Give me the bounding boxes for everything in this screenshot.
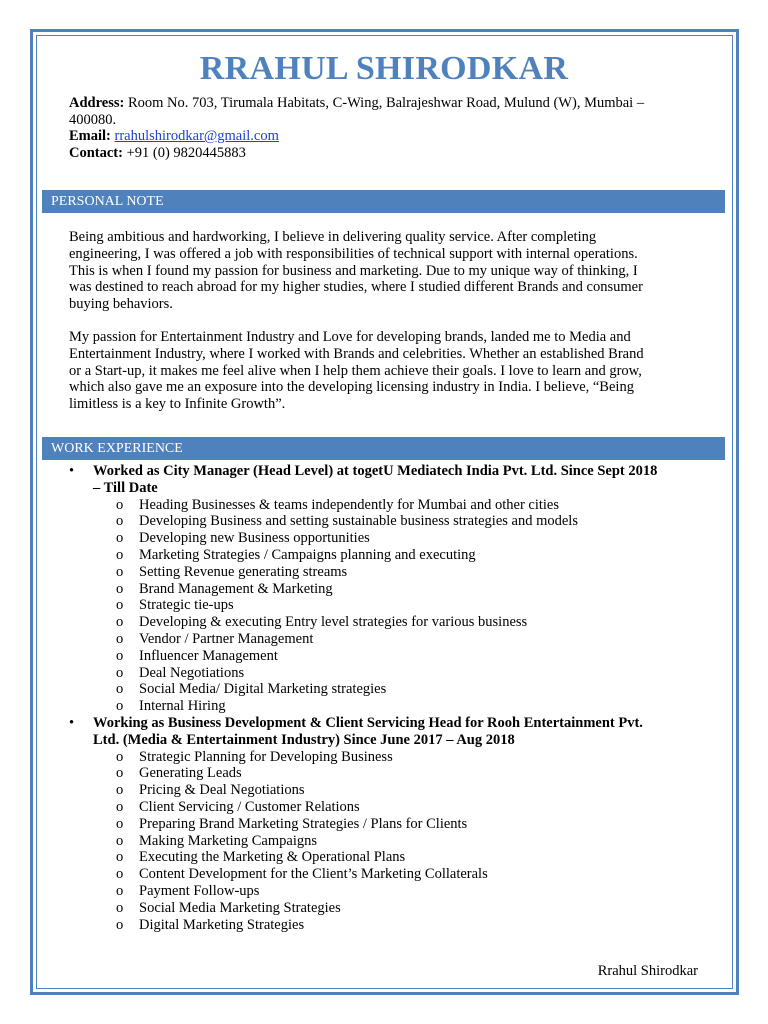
text-line: engineering, I was offered a job with responsibilities of technical support with internal operations. <box>69 245 638 262</box>
text-line: This is when I found my passion for business and marketing. Due to my unique way of thinking, I <box>69 262 638 279</box>
task-text: Heading Businesses & teams independently for Mumbai and other cities <box>139 496 560 513</box>
task-list <box>69 497 719 715</box>
task-item <box>69 782 719 799</box>
footer-name: Rrahul Shirodkar <box>597 963 698 979</box>
task-item <box>69 900 719 917</box>
task-item <box>69 581 719 598</box>
task-item <box>69 749 719 766</box>
job-heading-line: – Till Date <box>93 479 158 496</box>
job-heading <box>69 715 719 749</box>
task-text: Influencer Management <box>139 647 278 664</box>
text-line: Being ambitious and hardworking, I believe in delivering quality service. After completing <box>69 229 597 245</box>
contact-value: +91 (0) 9820445883 <box>126 144 246 161</box>
task-text: Brand Management & Marketing <box>139 580 333 597</box>
task-text: Strategic tie-ups <box>139 597 234 614</box>
sub-bullet-icon: o <box>116 681 124 698</box>
task-item <box>69 866 719 883</box>
task-text: Executing the Marketing & Operational Plans <box>139 849 406 866</box>
task-item <box>69 799 719 816</box>
task-item <box>69 765 719 782</box>
address-label: Address: <box>69 95 125 111</box>
job-heading-line: Working as Business Development & Client Servicing Head for Rooh Entertainment Pvt. <box>93 714 643 731</box>
sub-bullet-icon: o <box>116 882 124 899</box>
task-list <box>69 749 719 934</box>
text-line: was destined to reach abroad for my higher studies, where I studied different Brands and consumer <box>69 279 643 296</box>
sub-bullet-icon: o <box>116 899 124 916</box>
personal-note-paragraph-1 <box>69 229 719 313</box>
sub-bullet-icon: o <box>116 513 124 530</box>
sub-bullet-icon: o <box>116 866 124 883</box>
task-item <box>69 631 719 648</box>
sub-bullet-icon: o <box>116 664 124 681</box>
task-text: Social Media Marketing Strategies <box>139 899 341 916</box>
address-line <box>69 95 699 112</box>
sub-bullet-icon: o <box>116 916 124 933</box>
text-line: which also gave me an exposure into the developing licensing industry in India. I believe, “Being <box>69 379 634 396</box>
section-header-work-experience: WORK EXPERIENCE <box>42 437 725 460</box>
sub-bullet-icon: o <box>116 496 124 513</box>
personal-note-paragraph-2 <box>69 329 719 413</box>
task-text: Strategic Planning for Developing Business <box>139 748 393 765</box>
sub-bullet-icon: o <box>116 798 124 815</box>
task-item <box>69 547 719 564</box>
phone-line <box>69 145 699 162</box>
task-text: Payment Follow-ups <box>139 882 260 899</box>
text-line: buying behaviors. <box>69 296 173 313</box>
sub-bullet-icon: o <box>116 782 124 799</box>
task-item <box>69 530 719 547</box>
job-heading-line: Worked as City Manager (Head Level) at togetU Mediatech India Pvt. Ltd. Since Sept 2018 <box>93 463 658 479</box>
sub-bullet-icon: o <box>116 580 124 597</box>
task-text: Client Servicing / Customer Relations <box>139 798 360 815</box>
text-line: My passion for Entertainment Industry and Love for developing brands, landed me to Media and <box>69 329 631 345</box>
task-text: Setting Revenue generating streams <box>139 563 348 580</box>
task-item <box>69 849 719 866</box>
task-item <box>69 833 719 850</box>
sub-bullet-icon: o <box>116 832 124 849</box>
sub-bullet-icon: o <box>116 748 124 765</box>
sub-bullet-icon: o <box>116 614 124 631</box>
task-text: Marketing Strategies / Campaigns planning and executing <box>139 546 476 563</box>
task-item <box>69 917 719 934</box>
sub-bullet-icon: o <box>116 698 124 715</box>
sub-bullet-icon: o <box>116 630 124 647</box>
task-item <box>69 564 719 581</box>
text-line: Entertainment Industry, where I worked with Brands and celebrities. Whether an established Brand <box>69 345 644 362</box>
sub-bullet-icon: o <box>116 530 124 547</box>
sub-bullet-icon: o <box>116 849 124 866</box>
job-heading-line: Ltd. (Media & Entertainment Industry) Since June 2017 – Aug 2018 <box>93 731 515 748</box>
task-text: Internal Hiring <box>139 698 226 715</box>
task-item <box>69 816 719 833</box>
task-item <box>69 681 719 698</box>
task-text: Content Development for the Client’s Marketing Collaterals <box>139 866 488 883</box>
bullet-icon: • <box>69 463 75 479</box>
task-item <box>69 698 719 715</box>
task-text: Deal Negotiations <box>139 664 245 681</box>
address-value: Room No. 703, Tirumala Habitats, C-Wing, Balrajeshwar Road, Mulund (W), Mumbai – <box>127 95 645 111</box>
email-line <box>69 128 699 145</box>
email-label: Email: <box>69 128 111 144</box>
task-item <box>69 614 719 631</box>
candidate-name: RRAHUL SHIRODKAR <box>199 50 569 87</box>
task-text: Developing Business and setting sustainable business strategies and models <box>139 513 578 530</box>
sub-bullet-icon: o <box>116 563 124 580</box>
task-item <box>69 648 719 665</box>
task-item <box>69 513 719 530</box>
text-line: or a Start-up, it makes me feel alive when I help them achieve their goals. I love to learn and grow, <box>69 362 642 379</box>
job-entry <box>69 463 719 715</box>
task-text: Preparing Brand Marketing Strategies / Plans for Clients <box>139 815 468 832</box>
task-text: Generating Leads <box>139 765 242 782</box>
task-text: Making Marketing Campaigns <box>139 832 318 849</box>
task-text: Developing new Business opportunities <box>139 530 370 547</box>
job-heading <box>69 463 719 497</box>
address-line-2: 400080. <box>69 111 117 128</box>
email-link[interactable]: rrahulshirodkar@gmail.com <box>114 128 279 144</box>
section-header-personal-note: PERSONAL NOTE <box>42 190 725 213</box>
sub-bullet-icon: o <box>116 765 124 782</box>
task-item <box>69 597 719 614</box>
sub-bullet-icon: o <box>116 815 124 832</box>
text-line: limitless is a key to Infinite Growth”. <box>69 396 286 413</box>
contact-label: Contact: <box>69 144 123 161</box>
task-text: Vendor / Partner Management <box>139 630 314 647</box>
task-item <box>69 665 719 682</box>
sub-bullet-icon: o <box>116 647 124 664</box>
task-item <box>69 883 719 900</box>
job-entry <box>69 715 719 933</box>
task-text: Social Media/ Digital Marketing strategies <box>139 681 387 698</box>
task-item <box>69 497 719 514</box>
bullet-icon: • <box>69 714 75 731</box>
sub-bullet-icon: o <box>116 597 124 614</box>
task-text: Pricing & Deal Negotiations <box>139 782 305 799</box>
sub-bullet-icon: o <box>116 546 124 563</box>
task-text: Developing & executing Entry level strategies for various business <box>139 614 528 631</box>
task-text: Digital Marketing Strategies <box>139 916 305 933</box>
work-experience-list <box>69 463 719 933</box>
contact-block <box>69 95 699 161</box>
